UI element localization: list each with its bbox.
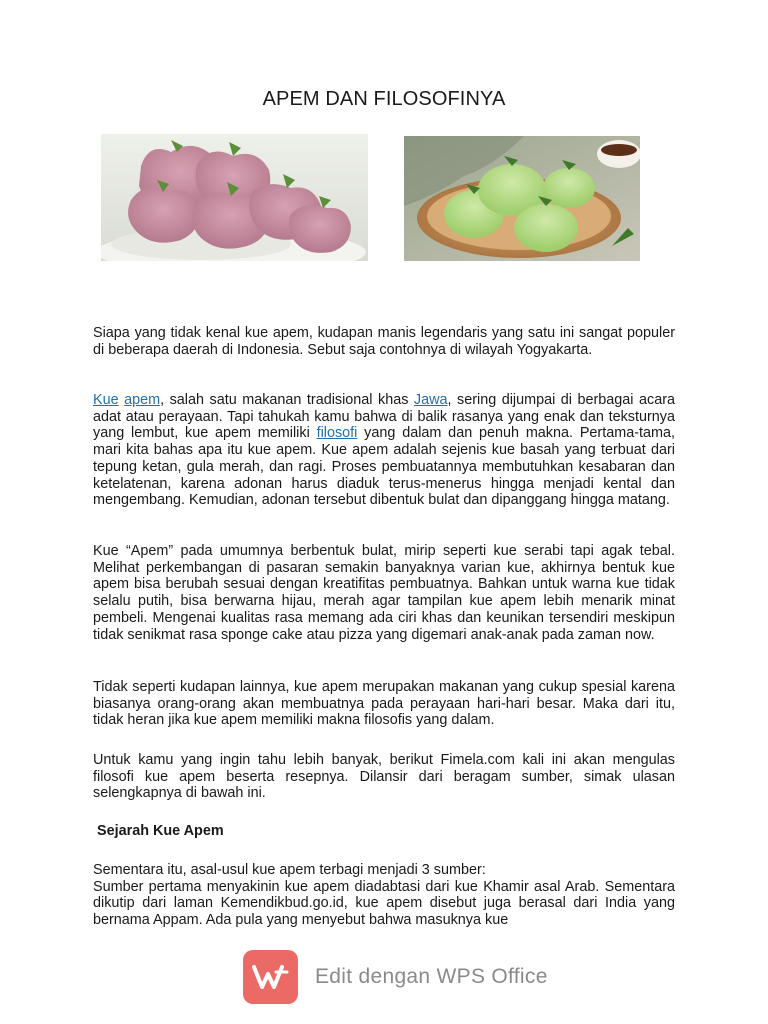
wps-logo-icon [243,950,298,1004]
shape-paragraph: Kue “Apem” pada umumnya berbentuk bulat, mirip seperti kue serabi tapi agak tebal. Melihat perkembangan di pasaran semakin banyaknya varian kue, akhirnya bentuk kue apem bisa berubah sesuai dengan kreatifitas pembuatnya. Bahkan untuk warna kue tidak selalu putih, bisa berwarna hijau, merah agar tampilan kue apem lebih menarik minat pembeli. Mengenai kualitas rasa memang ada ciri khas dan keunikan tersendiri meskipun tidak senikmat rasa sponge cake atau pizza yang digemari anak-anak pada zaman now. [93,543,675,643]
link-filosofi[interactable]: filosofi [316,425,358,442]
link-kue[interactable]: Kue [93,392,119,408]
intro-paragraph: Siapa yang tidak kenal kue apem, kudapan manis legendaris yang satu ini sangat populer di beberapa daerah di Indonesia. Sebut saja contohnya di wilayah Yogyakarta. [93,325,675,358]
wps-edit-banner[interactable] [243,950,548,1004]
history-line-1: Sementara itu, asal-usul kue apem terbagi menjadi 3 sumber: [93,862,486,878]
wps-edit-label: Edit dengan WPS Office [315,965,548,988]
link-jawa[interactable]: Jawa [413,392,448,408]
paragraph-text-segment: yang dalam dan penuh makna. Pertama-tama, mari kita bahas apa itu kue apem. Kue apem adalah sejenis kue basah yang terbuat dari tepung ketan, gula merah, dan ragi. Proses pembuatannya membutuhkan kesabaran dan ketelatenan, karena adonan harus diaduk terus-menerus hingga menjadi kental dan mengembang. Kemudian, adonan tersebut dibentuk bulat dan dipanggang hingga matang. [93,425,675,509]
special-paragraph: Tidak seperti kudapan lainnya, kue apem merupakan makanan yang cukup spesial karena biasanya orang-orang akan membuatnya pada perayaan hari-hari besar. Maka dari itu, tidak heran jika kue apem memiliki makna filosofis yang dalam. [93,679,675,729]
pink-apem-photo [101,134,368,261]
history-paragraph [93,862,675,930]
definition-paragraph [93,392,675,509]
history-line-rest: Sumber pertama menyakinin kue apem diadabtasi dari kue Khamir asal Arab. Sementara dikutip dari laman Kemendikbud.go.id, kue apem disebut juga berasal dari India yang bernama Appam. Ada pula yang menyebut bahwa masuknya kue [93,878,675,929]
paragraph-text-segment: , salah satu makanan tradisional khas [160,392,414,408]
document-title: APEM DAN FILOSOFINYA [262,88,506,110]
link-apem[interactable]: apem [124,392,161,408]
fimela-paragraph: Untuk kamu yang ingin tahu lebih banyak, berikut Fimela.com kali ini akan mengulas filosofi kue apem beserta resepnya. Dilansir dari beragam sumber, simak ulasan selengkapnya di bawah ini. [93,752,675,802]
green-apem-photo [404,136,640,261]
paragraph-text-segment: , sering dijumpai di berbagai acara adat atau perayaan. Tapi tahukah kamu bahwa di balik rasanya yang enak dan teksturnya yang lembut, kue apem memiliki [93,392,675,442]
section-heading: Sejarah Kue Apem [97,823,224,839]
